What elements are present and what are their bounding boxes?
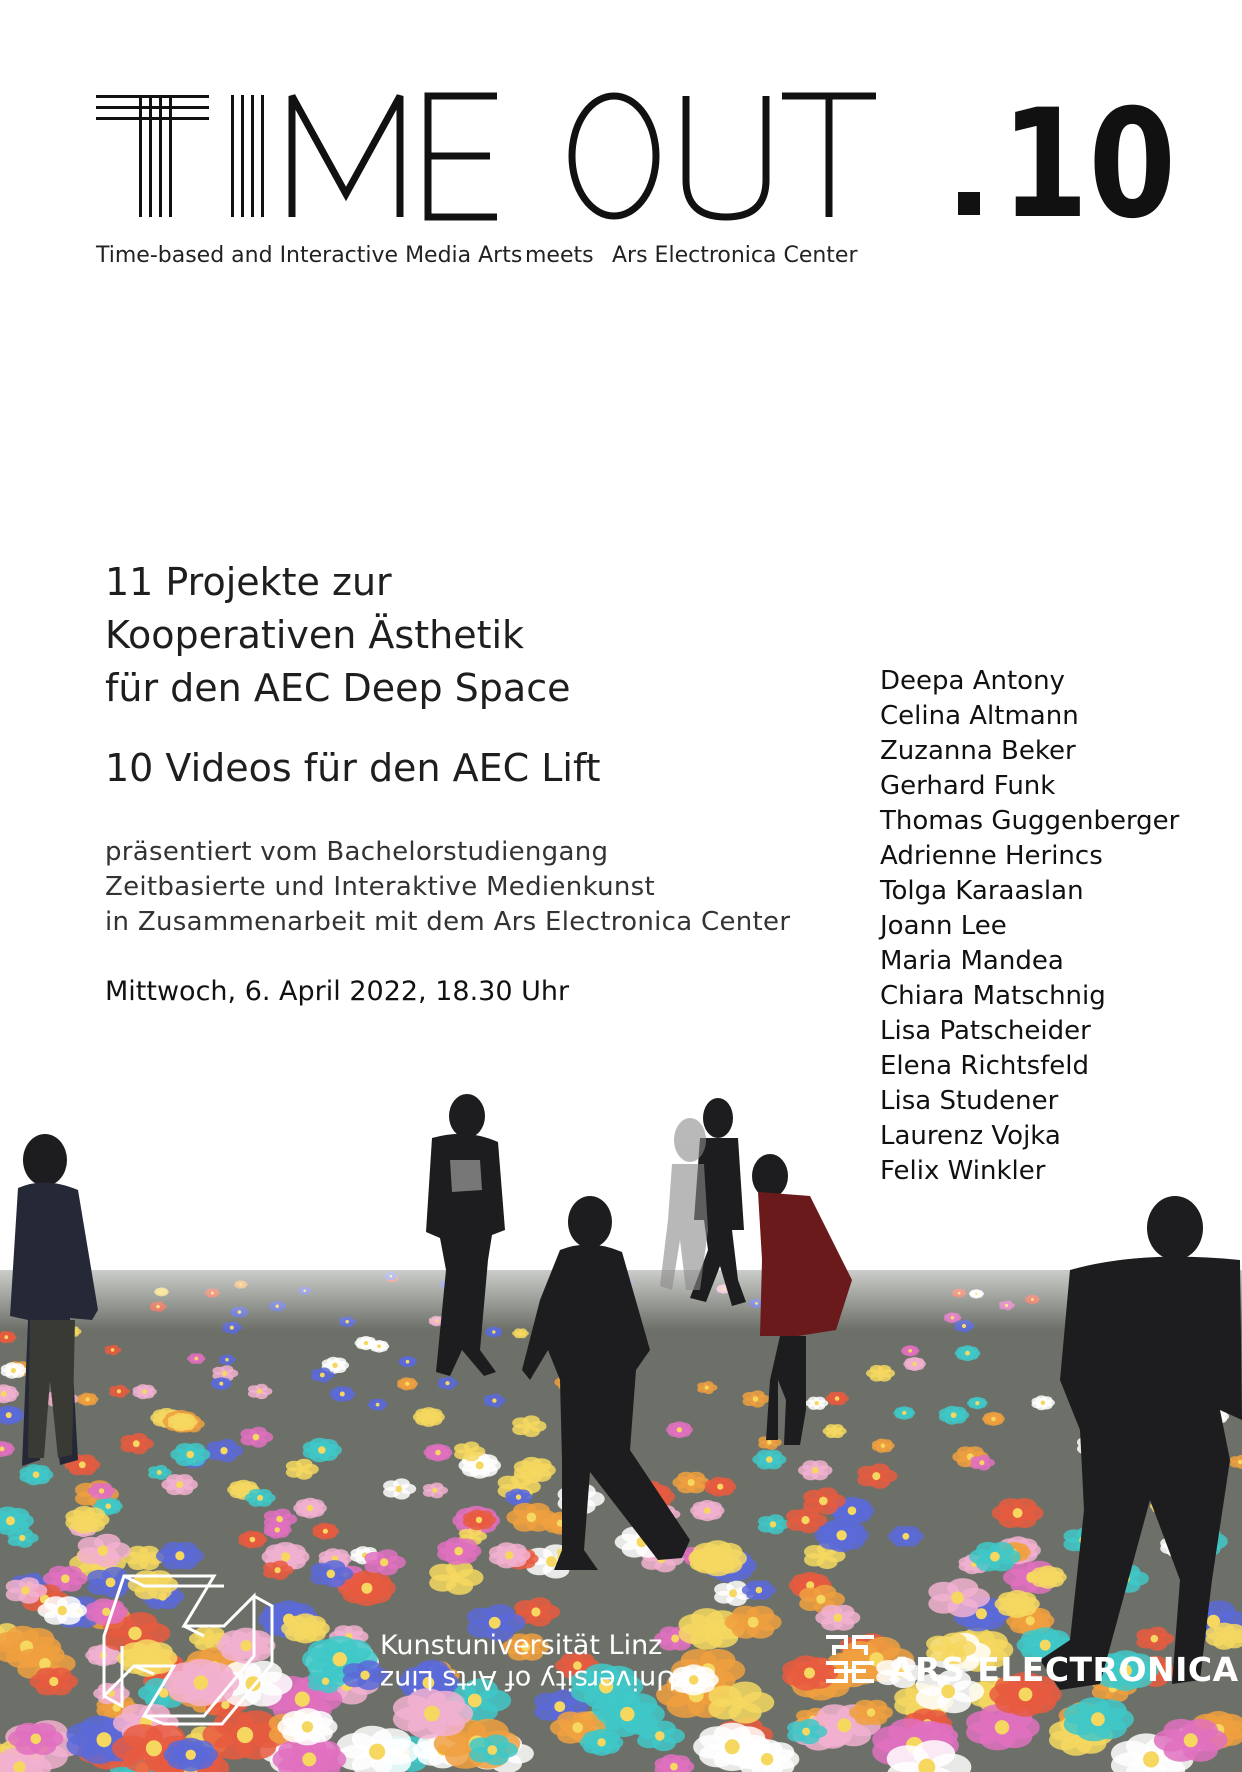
videos-headline: 10 Videos für den AEC Lift	[105, 746, 601, 790]
title-letter-t2	[782, 96, 876, 217]
presented-line: Zeitbasierte und Interaktive Medienkunst	[105, 872, 655, 902]
participant-name: Adrienne Herincs	[880, 841, 1103, 871]
presented-line: in Zusammenarbeit mit dem Ars Electronica Center	[105, 907, 791, 937]
ars-electronica-wordmark: ARS ELECTRONICA	[889, 1650, 1239, 1689]
kunstuni-name-line2: University of Arts Linz	[380, 1664, 677, 1695]
participant-name: Lisa Studener	[880, 1086, 1059, 1116]
title-letter-i	[231, 95, 264, 217]
title-letter-u	[686, 96, 766, 217]
event-date: Mittwoch, 6. April 2022, 18.30 Uhr	[105, 976, 570, 1007]
presented-by	[105, 835, 790, 940]
event-title	[96, 78, 1176, 252]
title-number: 10	[1001, 78, 1176, 252]
kunstuni-name-line1: Kunstuniversität Linz	[380, 1630, 663, 1661]
shadow-figure	[660, 1118, 708, 1290]
participant-name: Felix Winkler	[880, 1156, 1046, 1186]
ars-electronica-logo-icon	[822, 1633, 878, 1685]
headline-line: Kooperativen Ästhetik	[105, 613, 525, 657]
participant-name: Laurenz Vojka	[880, 1121, 1061, 1151]
title-dot	[958, 192, 980, 215]
projects-headline	[105, 556, 570, 715]
participant-name: Lisa Patscheider	[880, 1016, 1091, 1046]
participant-name: Joann Lee	[880, 911, 1007, 941]
presented-line: präsentiert vom Bachelorstudiengang	[105, 837, 609, 867]
title-letter-e	[428, 96, 497, 217]
participant-name: Tolga Karaaslan	[880, 876, 1084, 906]
title-letter-t	[96, 95, 209, 217]
title-letter-o	[572, 96, 656, 216]
headline-line: 11 Projekte zur	[105, 560, 392, 604]
subtitle-meets: meets	[525, 243, 594, 268]
participant-name: Gerhard Funk	[880, 771, 1056, 801]
participant-name: Elena Richtsfeld	[880, 1051, 1090, 1081]
title-letter-m	[292, 96, 400, 217]
participant-name: Celina Altmann	[880, 701, 1079, 731]
subtitle-program: Time-based and Interactive Media Arts	[96, 243, 523, 268]
subtitle-venue: Ars Electronica Center	[612, 243, 858, 268]
participant-name: Deepa Antony	[880, 666, 1065, 696]
headline-line: für den AEC Deep Space	[105, 666, 571, 710]
participant-name: Maria Mandea	[880, 946, 1064, 976]
participant-name: Chiara Matschnig	[880, 981, 1106, 1011]
participant-name: Thomas Guggenberger	[880, 806, 1180, 836]
participant-name: Zuzanna Beker	[880, 736, 1076, 766]
